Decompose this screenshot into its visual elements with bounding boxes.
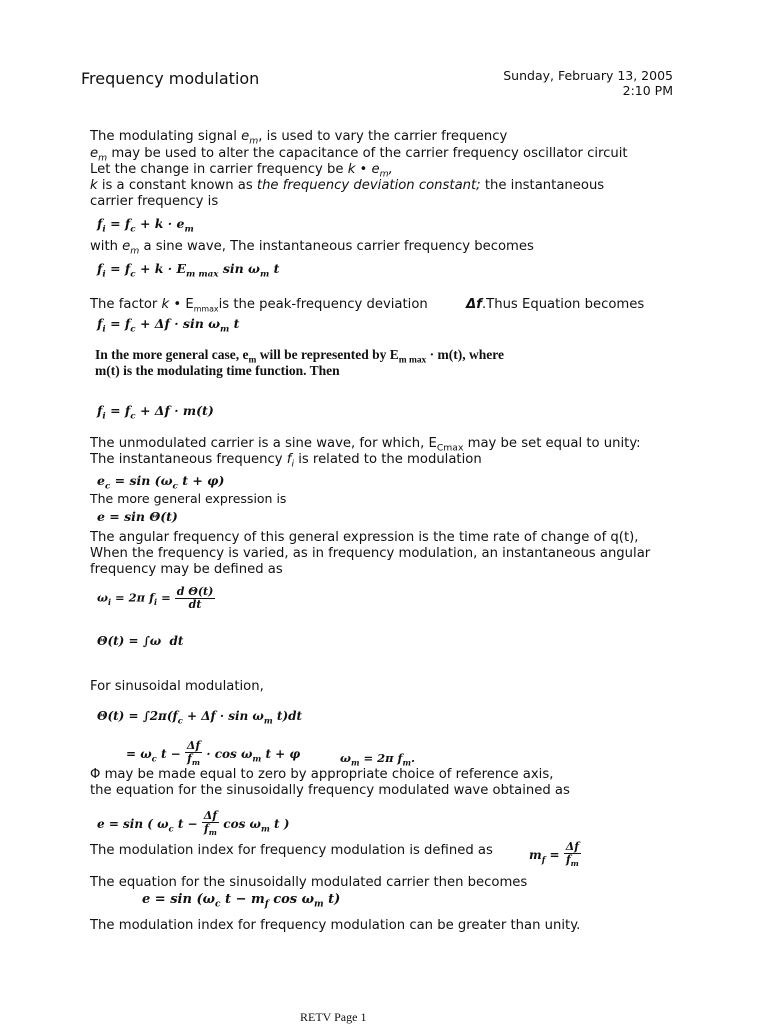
- equation: $\omega_i = 2\pi$ $f_i$ = $\frac{\text{d Θ(t)}}{dt}$: [97, 585, 214, 611]
- scanned-text-line: m(t) is the modulating time function. Then: [95, 363, 340, 378]
- equation: $f_i = f_c + k \cdot E_{m max}$ $\sin \omega_m$ t: [97, 261, 280, 280]
- text-line: carrier frequency is: [90, 194, 219, 209]
- text-line: The modulation index for frequency modulation is defined as: [90, 843, 493, 858]
- text-line: For sinusoidal modulation,: [90, 679, 264, 694]
- equation: $\Theta(t) = \int 2\pi(f_c + \Delta f \cdot \sin \omega_m$ t)dt: [97, 709, 303, 726]
- text-line: The modulation index for frequency modulation can be greater than unity.: [90, 918, 581, 933]
- text-line: The unmodulated carrier is a sine wave, for which, $E_{Cmax}$ may be set equal to unity:: [90, 436, 641, 454]
- equation: = $\omega_c$ t − $\frac{\Delta f}{f_m}$ · $\cos \omega_m$ t + φ: [126, 739, 301, 768]
- text-line: When the frequency is varied, as in frequency modulation, an instantaneous angular: [90, 546, 651, 561]
- equation: Θ(t) = ∫ω dt: [97, 634, 184, 648]
- page-title: Frequency modulation: [81, 69, 260, 88]
- text-line: The equation for the sinusoidally modulated carrier then becomes: [90, 875, 528, 890]
- text-line: frequency may be defined as: [90, 562, 283, 577]
- text-line: The factor k • $E_{mmax}is$ the peak-frequency deviation: [90, 297, 428, 314]
- equation: $f_i = f_c + \Delta f \cdot \sin \omega_m$ t: [97, 316, 240, 335]
- text-line: Let the change in carrier frequency be k • $e_m$,: [90, 162, 393, 180]
- equation: $e_c = \sin (\omega_c$ t + φ): [97, 473, 225, 492]
- equation: $m_f$ = $\frac{\Delta f}{f_m}$: [529, 840, 580, 869]
- equation: e = sin ( $\omega_c$ t − $\frac{\Delta f}{f_m}$ $\cos \omega_m$ t ): [97, 809, 290, 838]
- text-line: Φ may be made equal to zero by appropriate choice of reference axis,: [90, 767, 554, 782]
- text-line: the equation for the sinusoidally frequency modulated wave obtained as: [90, 783, 570, 798]
- text-line: with $e_m$ a sine wave, The instantaneous carrier frequency becomes: [90, 239, 534, 257]
- header-time: 2:10 PM: [622, 83, 673, 98]
- text-line: The more general expression is: [90, 491, 287, 506]
- header-date: Sunday, February 13, 2005: [503, 68, 673, 83]
- equation: $\omega_m = 2\pi$ $f_m$.: [340, 751, 416, 768]
- equation: $f_i = f_c + \Delta f \cdot m(t)$: [97, 403, 214, 422]
- text-line: $e_m$ may be used to alter the capacitance of the carrier frequency oscillator circuit: [90, 146, 628, 164]
- header-datetime: [503, 68, 673, 98]
- text-line: The angular frequency of this general expression is the time rate of change of q(t),: [90, 530, 639, 545]
- equation: $f_i = f_c + k \cdot e_m$: [97, 216, 194, 235]
- text-line: The modulating signal $e_m$, is used to vary the carrier frequency: [90, 129, 508, 147]
- text-line: Δf.Thus Equation becomes: [466, 297, 645, 312]
- equation: $e = \sin (\omega_c$ $t - m_f$ $\cos \omega_m$ t): [142, 892, 341, 910]
- text-line: k is a constant known as the frequency deviation constant; the instantaneous: [90, 178, 605, 193]
- equation: e = sin Θ(t): [97, 509, 178, 524]
- scanned-text-line: In the more general case, $e_m$ will be represented by $E_{m max} \cdot m(t)$, where: [95, 347, 504, 366]
- text-line: The instantaneous frequency $f_i$ is related to the modulation: [90, 452, 482, 470]
- page-footer: RETV Page 1: [300, 1010, 367, 1024]
